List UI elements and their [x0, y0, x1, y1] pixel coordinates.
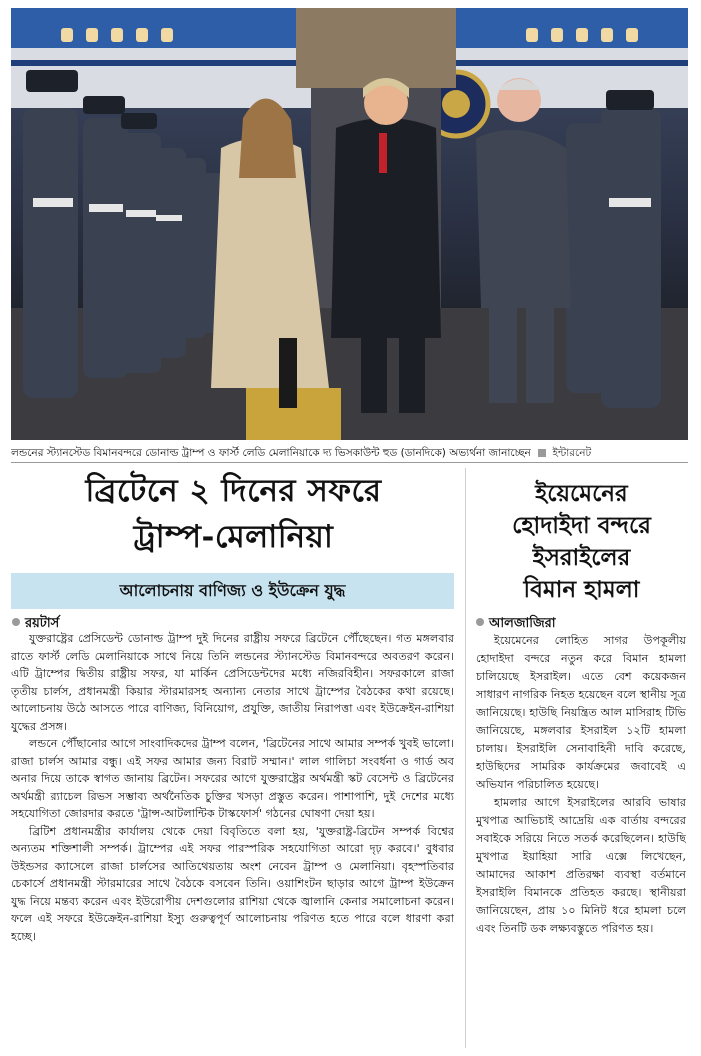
main-paragraph-3: ব্রিটিশ প্রধানমন্ত্রীর কার্যালয় থেকে দেয়া বিবৃতিতে বলা হয়, 'যুক্তরাষ্ট্র-ব্রিটেন সম্পর্ক বিশ্বের অন্যতম শক্তিশালী সম্পর্ক। ট্রাম্পের এই সফর পারস্পরিক সহযোগিতা আরো দৃঢ় করবে।' বুধবার উইন্ডসর ক্যাসেলে রাজা চার্লসের আতিথেয়তায় অংশ নেবেন ট্রাম্প ও মেলানিয়া। বৃহস্পতিবার চেকার্সে প্রধানমন্ত্রী স্টারমারের সাথে বৈঠকে বসবেন তিনি। ওয়াশিংটন ছাড়ার আগে ট্রাম্প ইউক্রেন যুদ্ধ নিয়ে মন্তব্য করেন এবং ইউরোপীয় দেশগুলোর রাশিয়া থেকে জ্বালানি কেনার সমালোচনা করেন। ফলে এই সফরে ইউক্রেইন-রাশিয়া ইস্যু গুরুত্বপূর্ণ আলোচনায় পরিণত হতে পারে বলে ধারণা করা হচ্ছে। — [11, 824, 454, 943]
main-subheadline: আলোচনায় বাণিজ্য ও ইউক্রেন যুদ্ধ — [11, 573, 454, 609]
caption-text: লন্ডনের স্ট্যানস্টেড বিমানবন্দরে ডোনাল্ড ট্রাম্প ও ফার্স্ট লেডি মেলানিয়াকে দ্য ভিসকাউন্ট হুড (ডানদিকে) অভ্যর্থনা জানাচ্ছেন — [11, 447, 531, 459]
side-headline — [474, 478, 689, 606]
side-headline-line-2: হোদাইদা বন্দরে — [512, 512, 651, 539]
side-article-body — [476, 632, 686, 1050]
main-headline-line-1: ব্রিটেনে ২ দিনের সফরে — [85, 473, 382, 509]
credit-square-icon — [538, 449, 546, 457]
main-headline-line-2: ট্রাম্প-মেলানিয়া — [133, 519, 334, 555]
main-paragraph-2: লন্ডনে পৌঁছানোর আগে সাংবাদিকদের ট্রাম্প বলেন, 'ব্রিটেনের সাথে আমার সম্পর্ক খুবই ভালো। রাজা চার্লস আমার বন্ধু। এই সফর আমার জন্য বিরাট সম্মান।' লাল গালিচা সংবর্ধনা ও গার্ড অব অনার দিয়ে তাকে স্বাগত জানায় ব্রিটেন। সফরের আগে যুক্তরাষ্ট্রের অর্থমন্ত্রী স্কট বেসেন্ট ও ব্রিটেনের অর্থমন্ত্রী র‍্যাচেল রিভস সম্ভাব্য অর্থনৈতিক চুক্তির খসড়া প্রস্তুত করেন। পাশাপাশি, দুই দেশের মধ্যে সহযোগিতা জোরদার করতে 'ট্রান্স-আটলান্টিক টাস্কফোর্স' গঠনের ঘোষণা দেয়া হয়। — [11, 737, 454, 820]
column-divider — [465, 468, 466, 1048]
photo-credit: ইন্টারনেট — [552, 447, 592, 459]
main-headline — [11, 468, 456, 560]
photo-caption — [11, 444, 688, 463]
side-headline-line-3: ইসরাইলের — [532, 544, 631, 571]
side-paragraph-2: হামলার আগে ইসরাইলের আরবি ভাষার মুখপাত্র আভিচাই আদ্রেয়ি এক বার্তায় বন্দরের সবাইকে সরিয়ে নিতে সতর্ক করেছিলেন। হাউছি মুখপাত্র ইয়াহিয়া সারি এক্সে লিখেছেন, আমাদের আকাশ প্রতিরক্ষা ব্যবস্থা বর্তমানে ইসরাইলি বিমানকে প্রতিহত করছে। স্থানীয়রা জানিয়েছেন, প্রায় ১০ মিনিট ধরে হামলা চলে এবং তিনটি ডক লক্ষ্যবস্তুতে পরিণত হয়। — [476, 796, 686, 935]
side-headline-line-4: বিমান হামলা — [523, 576, 640, 603]
side-byline-source: আলজাজিরা — [489, 616, 556, 631]
photo-illustration — [11, 8, 688, 440]
main-byline-source: রয়টার্স — [25, 616, 60, 631]
byline-bullet-icon — [476, 618, 484, 626]
main-article-body — [11, 630, 454, 1050]
news-photo — [11, 8, 688, 440]
side-headline-line-1: ইয়েমেনের — [535, 480, 628, 507]
byline-bullet-icon — [12, 618, 20, 626]
main-paragraph-1: যুক্তরাষ্ট্রের প্রেসিডেন্ট ডোনাল্ড ট্রাম্প দুই দিনের রাষ্ট্রীয় সফরে ব্রিটেনে পৌঁছেছেন। গত মঙ্গলবার রাতে ফার্স্ট লেডি মেলানিয়াকে সাথে নিয়ে তিনি লন্ডনের স্ট্যানস্টেড বিমানবন্দরে অবতরণ করেন। এটি ট্রাম্পের দ্বিতীয় রাষ্ট্রীয় সফর, যা মার্কিন প্রেসিডেন্টদের মধ্যে নজিরবিহীন। সফরকালে রাজা তৃতীয় চার্লস, প্রধানমন্ত্রী কিয়ার স্টারমারসহ অন্যান্য নেতার সাথে ট্রাম্পের বৈঠকের কথা রয়েছে। আলোচনায় উঠে আসতে পারে বাণিজ্য, বিনিয়োগ, প্রযুক্তি, জাতীয় নিরাপত্তা এবং ইউক্রেইন-রাশিয়া যুদ্ধের প্রসঙ্গ। — [11, 632, 454, 733]
side-paragraph-1: ইয়েমেনের লোহিত সাগর উপকূলীয় হোদাইদা বন্দরে নতুন করে বিমান হামলা চালিয়েছে ইসরাইল। এতে বেশ কয়েকজন সাধারণ নাগরিক নিহত হয়েছেন বলে স্থানীয় সূত্র জানিয়েছে। হাউছি নিয়ন্ত্রিত আল মাসিরাহ টিভি জানিয়েছে, মঙ্গলবার ইসরাইল ১২টি হামলা চালায়। ইসরাইলি সেনাবাহিনী দাবি করেছে, হাউছিদের সামরিক কার্যক্রমের জবাবেই এ অভিযান পরিচালিত হয়েছে। — [476, 634, 686, 791]
